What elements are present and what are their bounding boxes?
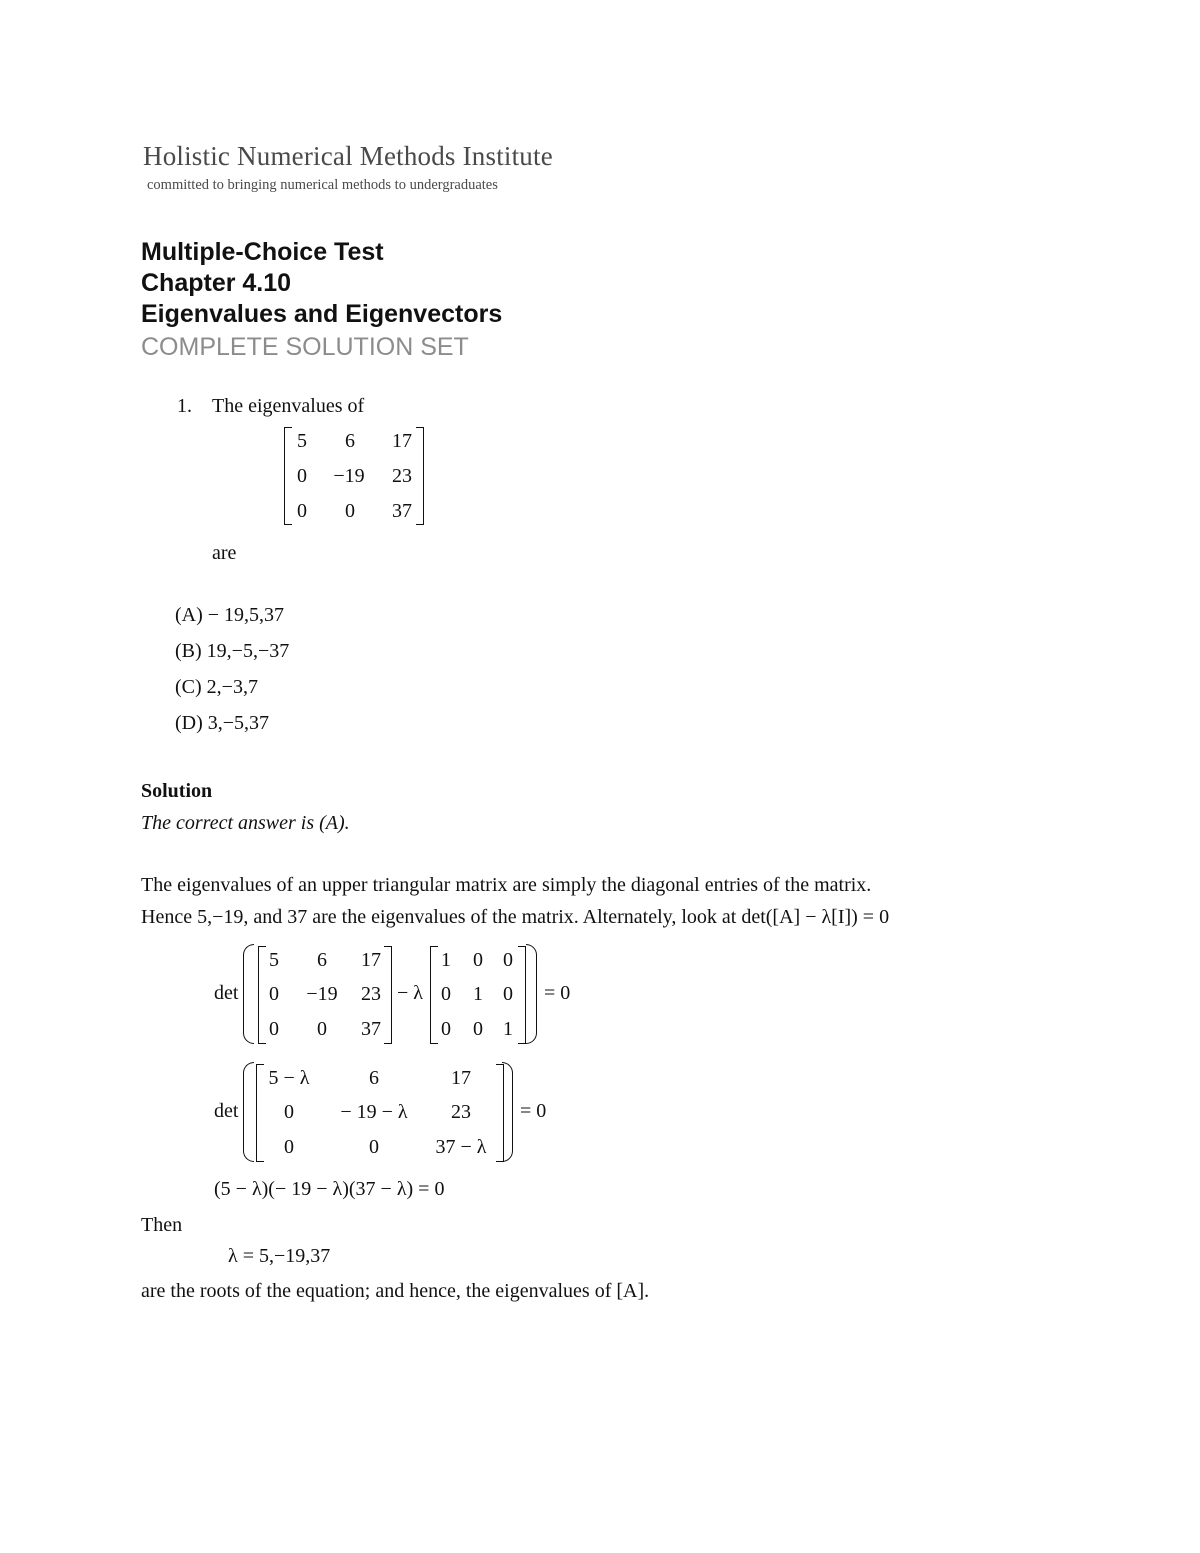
eigenvalue-roots: λ = 5,−19,37	[228, 1245, 331, 1267]
paren-left	[243, 944, 254, 1044]
matrix-cell: 0	[503, 949, 513, 971]
question-after-text: are	[212, 542, 237, 564]
chapter-title: Chapter 4.10	[141, 269, 292, 297]
det-label: det	[214, 1100, 239, 1122]
matrix-cell: 0	[473, 1018, 483, 1040]
matrix-cell: 17	[361, 949, 381, 971]
matrix-cell: 0	[269, 1018, 279, 1040]
test-title: Multiple-Choice Test	[141, 238, 384, 266]
minus-lambda: − λ	[397, 982, 423, 1004]
matrix-cell: −19	[306, 983, 338, 1005]
matrix-cell: 5	[297, 430, 307, 452]
matrix-cell: 23	[451, 1101, 471, 1123]
option-d: (D) 3,−5,37	[175, 712, 270, 734]
conclusion-text: are the roots of the equation; and hence, the eigenvalues of [A].	[141, 1280, 650, 1302]
equals-zero: = 0	[544, 982, 571, 1004]
matrix-cell: 6	[369, 1067, 379, 1089]
option-a: (A) − 19,5,37	[175, 604, 285, 626]
solution-heading: Solution	[141, 780, 213, 802]
question-number: 1.	[177, 395, 192, 417]
matrix-cell: 17	[392, 430, 412, 452]
bracket-left	[284, 427, 292, 525]
question-matrix	[284, 427, 426, 527]
matrix-cell: 0	[317, 1018, 327, 1040]
paren-right	[526, 944, 537, 1044]
matrix-cell: − 19 − λ	[340, 1101, 408, 1123]
matrix-cell: 0	[297, 500, 307, 522]
characteristic-equation: (5 − λ)(− 19 − λ)(37 − λ) = 0	[214, 1178, 445, 1200]
equals-zero: = 0	[520, 1100, 547, 1122]
matrix-cell: 0	[284, 1136, 294, 1158]
institute-logo-tagline: committed to bringing numerical methods to undergraduates	[147, 177, 498, 193]
paren-right	[502, 1062, 513, 1162]
matrix-cell: 37	[361, 1018, 381, 1040]
matrix-cell: 23	[361, 983, 381, 1005]
then-text: Then	[141, 1214, 183, 1236]
institute-logo-title: Holistic Numerical Methods Institute	[143, 141, 553, 171]
solution-paragraph-1: The eigenvalues of an upper triangular matrix are simply the diagonal entries of the matrix.	[141, 874, 872, 896]
paren-left	[243, 1062, 254, 1162]
matrix-cell: 0	[441, 1018, 451, 1040]
matrix-cell: 0	[297, 465, 307, 487]
matrix-cell: 0	[369, 1136, 379, 1158]
matrix-cell: 1	[441, 949, 451, 971]
topic-title: Eigenvalues and Eigenvectors	[141, 300, 503, 328]
matrix-cell: 6	[317, 949, 327, 971]
solution-set-title: COMPLETE SOLUTION SET	[141, 333, 469, 361]
matrix-cell: 1	[503, 1018, 513, 1040]
correct-answer: The correct answer is (A).	[141, 812, 350, 834]
matrix-cell: 23	[392, 465, 412, 487]
matrix-cell: 6	[345, 430, 355, 452]
matrix-cell: 37 − λ	[435, 1136, 487, 1158]
matrix-cell: 37	[392, 500, 412, 522]
matrix-cell: 0	[441, 983, 451, 1005]
option-b: (B) 19,−5,−37	[175, 640, 290, 662]
matrix-cell: 0	[269, 983, 279, 1005]
matrix-cell: 0	[345, 500, 355, 522]
matrix-cell: 5	[269, 949, 279, 971]
det-label: det	[214, 982, 239, 1004]
bracket-right	[518, 946, 526, 1044]
matrix-cell: −19	[333, 465, 365, 487]
identity-matrix	[430, 944, 526, 1044]
matrix-cell: 0	[503, 983, 513, 1005]
matrix-a	[258, 944, 398, 1044]
solution-paragraph-2: Hence 5,−19, and 37 are the eigenvalues of the matrix. Alternately, look at det([A] − λ[I]) = 0	[141, 906, 890, 928]
matrix-cell: 0	[284, 1101, 294, 1123]
question-stem: The eigenvalues of	[212, 395, 365, 417]
matrix-cell: 0	[473, 949, 483, 971]
matrix-a-minus-lambda-i	[256, 1062, 508, 1162]
matrix-cell: 5 − λ	[268, 1067, 310, 1089]
option-c: (C) 2,−3,7	[175, 676, 258, 698]
matrix-cell: 17	[451, 1067, 471, 1089]
matrix-cell: 1	[473, 983, 483, 1005]
